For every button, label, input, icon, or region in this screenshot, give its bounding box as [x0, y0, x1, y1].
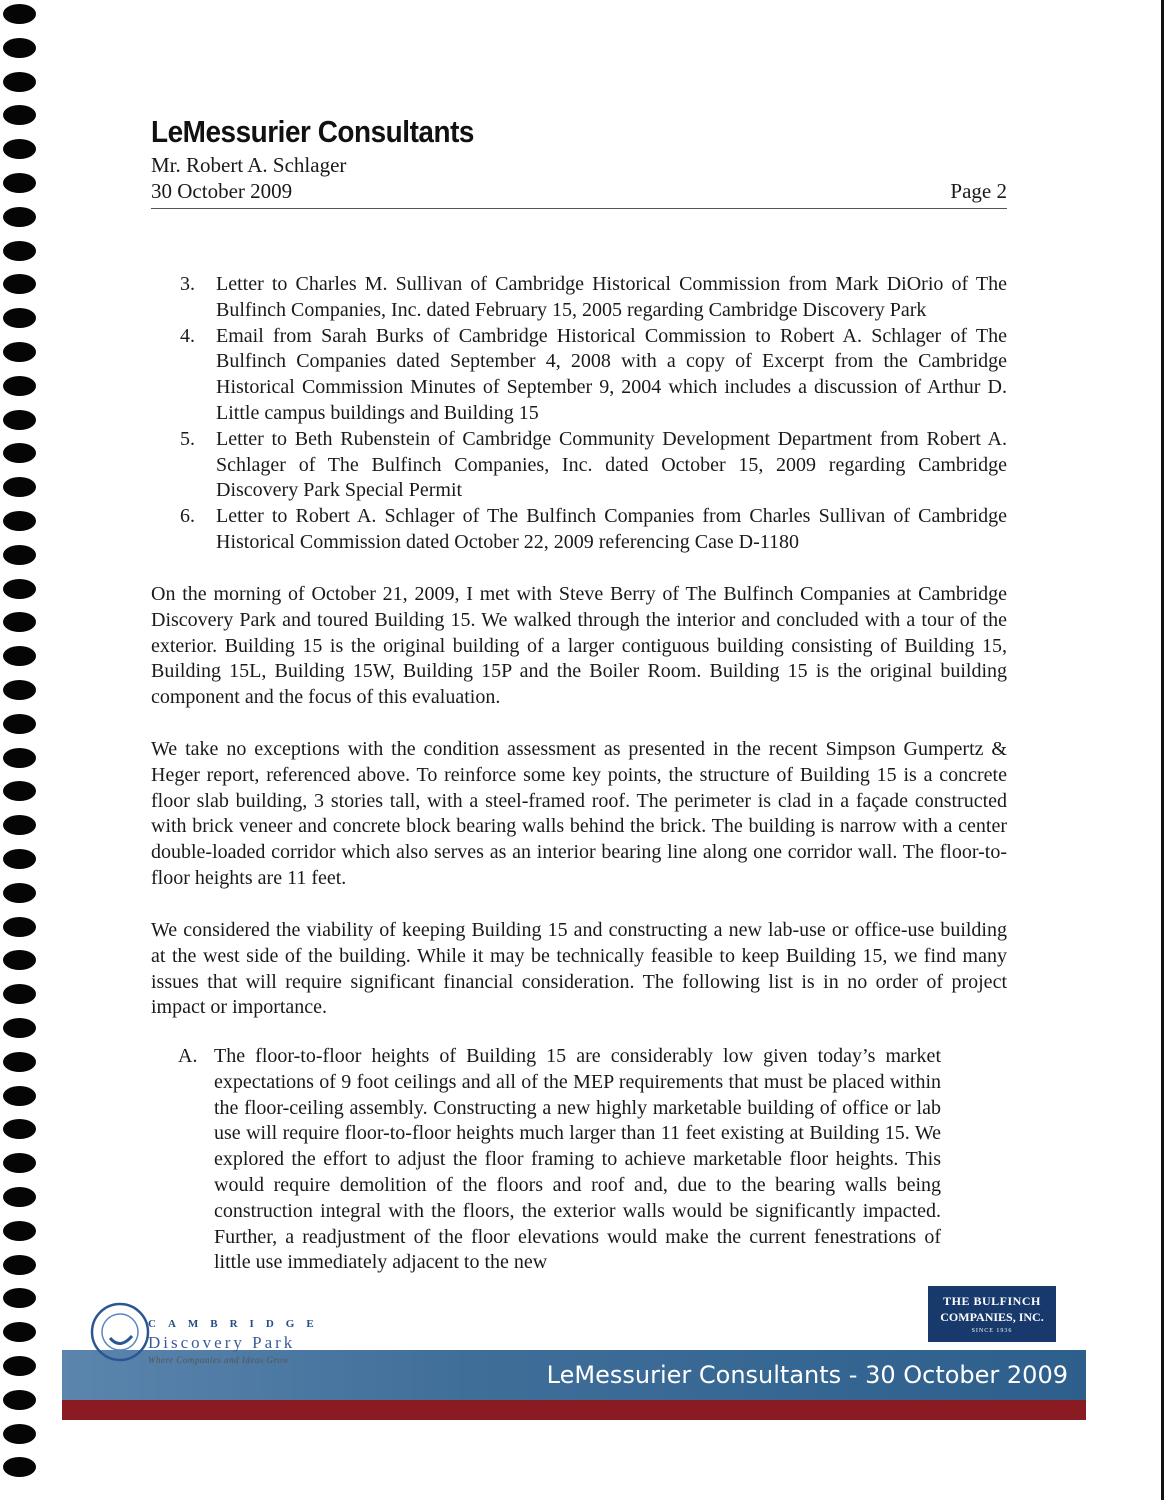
reference-number: 3. [180, 273, 195, 295]
page-number: Page 2 [950, 179, 1007, 203]
recipient: Mr. Robert A. Schlager [151, 153, 347, 177]
paragraph-viability: We considered the viability of keeping Building 15 and constructing a new lab-use or office-use building at the west side of the building. While it may be technically feasible to keep Building 15, we find many issues that will require significant financial consideration. The following list is in no order of project impact or importance. [151, 919, 1007, 1019]
footer-text: LeMessurier Consultants - 30 October 2009 [546, 1361, 1068, 1389]
footer-red-band [62, 1400, 1086, 1420]
binding-hole [3, 1255, 36, 1275]
binding-hole [3, 1187, 36, 1207]
bulfinch-logo [928, 1286, 1056, 1342]
binding-hole [3, 680, 36, 700]
binding-hole [3, 917, 36, 937]
paragraph-condition: We take no exceptions with the condition assessment as presented in the recent Simpson Gumpertz & Heger report, referenced above. To reinforce some key points, the structure of Building 15 is a concrete floor slab building, 3 stories tall, with a steel-framed roof. The perimeter is clad in a façade constructed with brick veneer and concrete block bearing walls behind the brick. The building is narrow with a center double-loaded corridor which also serves as an interior bearing line along one corridor wall. The floor-to-floor heights are 11 feet. [151, 738, 1007, 889]
reference-list [180, 272, 1007, 556]
paragraph-site-visit: On the morning of October 21, 2009, I met with Steve Berry of The Bulfinch Companies at Cambridge Discovery Park and toured Building 15. We walked through the interior and concluded with a tour of the exterior. Building 15 is the original building of a larger contiguous building consisting of Building 15, Building 15L, Building 15W, Building 15P and the Boiler Room. Building 15 is the original building component and the focus of this evaluation. [151, 583, 1007, 709]
letterhead [151, 112, 1007, 209]
logo-line2: Discovery Park [148, 1333, 296, 1352]
binding-hole [3, 646, 36, 666]
binding-hole [3, 815, 36, 835]
binding-hole [3, 1052, 36, 1072]
binding-hole [3, 4, 36, 24]
reference-number: 5. [180, 427, 195, 450]
assessment-item [178, 1044, 941, 1276]
binding-hole [3, 376, 36, 396]
binding-hole [3, 308, 36, 328]
binding-hole [3, 38, 36, 58]
bulfinch-line3: SINCE 1936 [971, 1328, 1013, 1334]
binding-hole [3, 105, 36, 125]
date-line [151, 178, 1007, 204]
bulfinch-line2: COMPANIES, INC. [940, 1310, 1044, 1324]
logo-tagline: Where Companies and Ideas Grow [148, 1355, 289, 1365]
reference-item [180, 324, 1007, 427]
binding-hole [3, 443, 36, 463]
binding-holes [0, 0, 40, 1500]
binding-hole [3, 1221, 36, 1241]
binding-hole [3, 950, 36, 970]
binding-hole [3, 579, 36, 599]
assessment-text: The floor-to-floor heights of Building 15 are considerably low given today’s market expectations of 9 foot ceilings and all of the MEP requirements that must be placed within the floor-ceiling assembly. Constructing a new highly marketable building of office or lab use will require floor-to-floor heights much larger than 11 feet existing at Building 15. We explored the effort to adjust the floor framing to achieve marketable floor heights. This would require demolition of the floors and roof and, due to the bearing walls being construction integral with the floors, the exterior walls would be significantly impacted. Further, a readjustment of the floor elevations would make the current fenestrations of little use immediately adjacent to the new [214, 1045, 941, 1274]
page-footer [0, 1280, 1164, 1480]
binding-hole [3, 1086, 36, 1106]
binding-hole [3, 545, 36, 565]
reference-text: Letter to Robert A. Schlager of The Bulfinch Companies from Charles Sullivan of Cambridge Historical Commission dated October 22, 2009 referencing Case D-1180 [216, 505, 1007, 553]
binding-hole [3, 984, 36, 1004]
letter-date: 30 October 2009 [151, 179, 293, 203]
binding-hole [3, 511, 36, 531]
binding-hole [3, 849, 36, 869]
binding-hole [3, 612, 36, 632]
binding-hole [3, 173, 36, 193]
reference-text: Letter to Charles M. Sullivan of Cambridge Historical Commission from Mark DiOrio of The Bulfinch Companies, Inc. dated February 15, 2005 regarding Cambridge Discovery Park [216, 273, 1007, 321]
reference-number: 6. [180, 505, 195, 528]
header-rule [151, 208, 1007, 209]
binding-hole [3, 342, 36, 362]
binding-hole [3, 1153, 36, 1173]
binding-hole [3, 781, 36, 801]
binding-hole [3, 72, 36, 92]
binding-hole [3, 139, 36, 159]
binding-hole [3, 477, 36, 497]
binding-hole [3, 207, 36, 227]
reference-text: Email from Sarah Burks of Cambridge Historical Commission to Robert A. Schlager of The Bulfinch Companies dated September 4, 2008 with a copy of Excerpt from the Cambridge Historical Commission Minutes of September 9, 2004 which includes a discussion of Arthur D. Little campus buildings and Building 15 [216, 324, 1007, 424]
binding-hole [3, 714, 36, 734]
reference-item [180, 272, 1007, 324]
logo-line1: CAMBRIDGE [148, 1318, 326, 1330]
binding-hole [3, 274, 36, 294]
reference-number: 4. [180, 324, 195, 347]
assessment-list [178, 1044, 941, 1276]
swirl-icon [88, 1292, 152, 1372]
bulfinch-line1: THE BULFINCH [943, 1294, 1041, 1308]
company-name: LeMessurier Consultants [151, 114, 474, 149]
binding-hole [3, 1119, 36, 1139]
binding-hole [3, 241, 36, 261]
binding-hole [3, 883, 36, 903]
reference-item [180, 427, 1007, 504]
assessment-letter: A. [178, 1045, 198, 1067]
reference-item [180, 504, 1007, 556]
cambridge-discovery-park-logo [88, 1292, 348, 1382]
binding-hole [3, 748, 36, 768]
binding-hole [3, 410, 36, 430]
binding-hole [3, 1018, 36, 1038]
reference-text: Letter to Beth Rubenstein of Cambridge Community Development Department from Robert A. Schlager of The Bulfinch Companies, Inc. dated October 15, 2009 regarding Cambridge Discovery Park Special Permit [216, 427, 1007, 502]
